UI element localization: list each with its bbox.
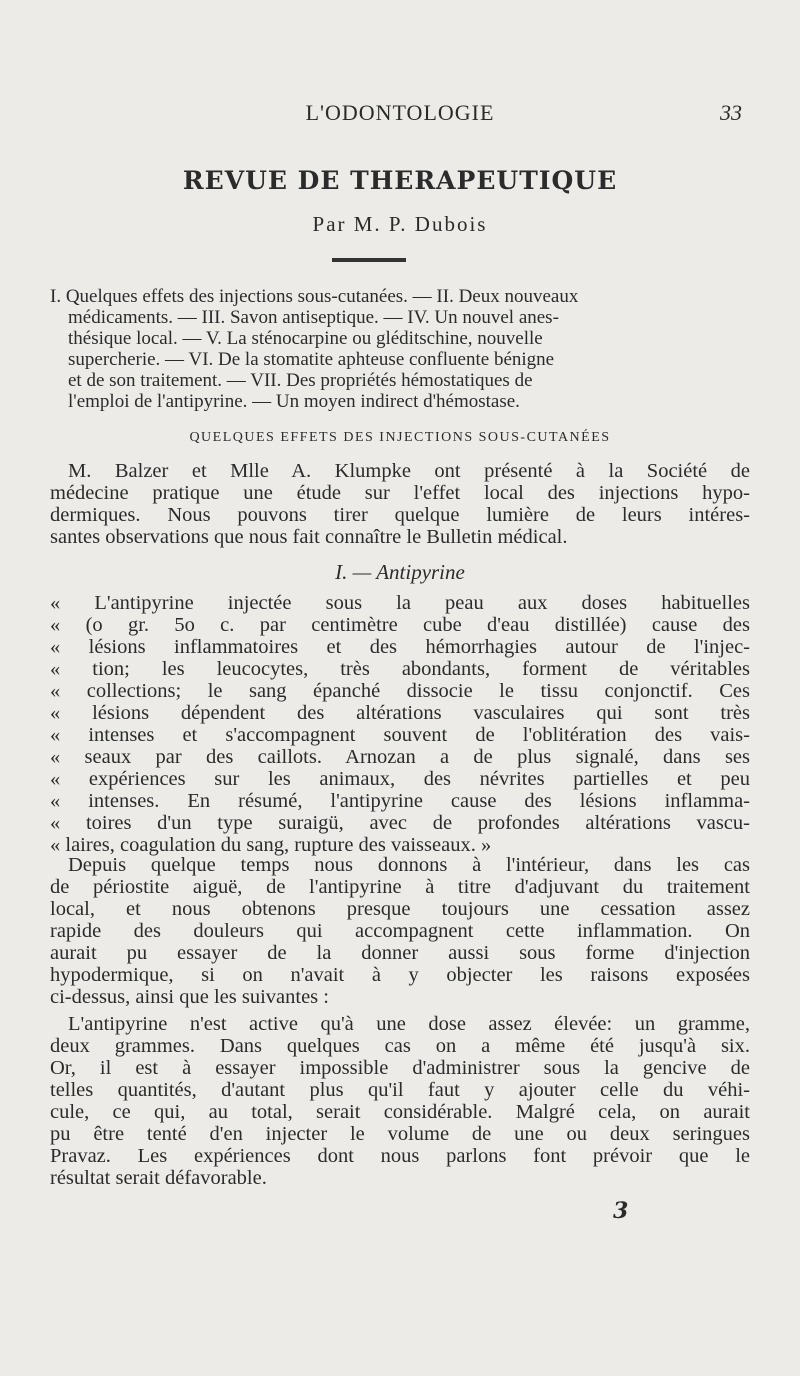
paragraph-line: M. Balzer et Mlle A. Klumpke ont présenté à la Société de — [68, 460, 750, 482]
quote-line: « intenses. En résumé, l'antipyrine cause des lésions inflamma- — [50, 790, 750, 812]
quote-line: « toires d'un type suraigü, avec de profondes altérations vascu- — [50, 812, 750, 834]
paragraph-line: telles quantités, d'autant plus qu'il faut y ajouter celle du véhi- — [50, 1079, 750, 1101]
paragraph-line: Depuis quelque temps nous donnons à l'intérieur, dans les cas — [68, 854, 750, 876]
page-header — [50, 100, 750, 130]
article-summary — [50, 286, 750, 412]
summary-line: thésique local. — V. La sténocarpine ou gléditschine, nouvelle — [68, 328, 543, 349]
quote-line: « laires, coagulation du sang, rupture des vaisseaux. » — [50, 834, 492, 856]
paragraph-line: ci-dessus, ainsi que les suivantes : — [50, 986, 329, 1008]
paragraph-line: deux grammes. Dans quelques cas on a même été jusqu'à six. — [50, 1035, 750, 1057]
paragraph-line: santes observations que nous fait connaître le Bulletin médical. — [50, 526, 568, 548]
paragraph-line: dermiques. Nous pouvons tirer quelque lumière de leurs intéres- — [50, 504, 750, 526]
paragraph-line: L'antipyrine n'est active qu'à une dose assez élevée: un gramme, — [68, 1013, 750, 1035]
quote-line: « (o gr. 5o c. par centimètre cube d'eau distillée) cause des — [50, 614, 750, 636]
paragraph-line: résultat serait défavorable. — [50, 1167, 267, 1189]
quote-line: « lésions inflammatoires et des hémorrhagies autour de l'injec- — [50, 636, 750, 658]
quote-line: « expériences sur les animaux, des névrites partielles et peu — [50, 768, 750, 790]
paragraph-line: pu être tenté d'en injecter le volume de une ou deux seringues — [50, 1123, 750, 1145]
quote-line: « intenses et s'accompagnent souvent de l'oblitération des vais- — [50, 724, 750, 746]
paragraph-line: Pravaz. Les expériences dont nous parlons font prévoir que le — [50, 1145, 750, 1167]
summary-line: I. Quelques effets des injections sous-cutanées. — II. Deux nouveaux — [50, 286, 579, 307]
title-divider — [332, 258, 406, 262]
section-heading: QUELQUES EFFETS DES INJECTIONS SOUS-CUTANÉES — [189, 430, 611, 445]
paragraph-3 — [50, 1013, 750, 1189]
paragraph-1 — [50, 460, 750, 548]
subheading-antipyrine: I. — Antipyrine — [335, 560, 465, 584]
quote-line: « L'antipyrine injectée sous la peau aux doses habituelles — [50, 592, 750, 614]
signature-mark: 3 — [613, 1198, 629, 1224]
summary-line: médicaments. — III. Savon antiseptique. — IV. Un nouvel anes- — [68, 307, 559, 328]
paragraph-line: hypodermique, si on n'avait à y objecter les raisons exposées — [50, 964, 750, 986]
summary-line: l'emploi de l'antipyrine. — Un moyen indirect d'hémostase. — [68, 391, 520, 412]
paragraph-line: Or, il est à essayer impossible d'administrer sous la gencive de — [50, 1057, 750, 1079]
quote-line: « tion; les leucocytes, très abondants, forment de véritables — [50, 658, 750, 680]
paragraph-line: local, et nous obtenons presque toujours une cessation assez — [50, 898, 750, 920]
paragraph-line: aurait pu essayer de la donner aussi sous forme d'injection — [50, 942, 750, 964]
article-author: Par M. P. Dubois — [312, 212, 488, 236]
running-title: L'ODONTOLOGIE — [305, 100, 495, 125]
quote-line: « seaux par des caillots. Arnozan a de plus signalé, dans ses — [50, 746, 750, 768]
paragraph-line: médecine pratique une étude sur l'effet local des injections hypo- — [50, 482, 750, 504]
summary-line: supercherie. — VI. De la stomatite aphteuse confluente bénigne — [68, 349, 555, 370]
page-number: 33 — [720, 100, 742, 125]
quote-line: « collections; le sang épanché dissocie le tissu conjonctif. Ces — [50, 680, 750, 702]
quote-line: « lésions dépendent des altérations vasculaires qui sont très — [50, 702, 750, 724]
article-title: REVUE DE THERAPEUTIQUE — [182, 166, 618, 195]
paragraph-line: cule, ce qui, au total, serait considérable. Malgré cela, on aurait — [50, 1101, 750, 1123]
paragraph-2 — [50, 854, 750, 1008]
paragraph-line: de périostite aiguë, de l'antipyrine à titre d'adjuvant du traitement — [50, 876, 750, 898]
summary-line: et de son traitement. — VII. Des propriétés hémostatiques de — [68, 370, 533, 391]
quotation — [50, 592, 750, 856]
paragraph-line: rapide des douleurs qui accompagnent cette inflammation. On — [50, 920, 750, 942]
